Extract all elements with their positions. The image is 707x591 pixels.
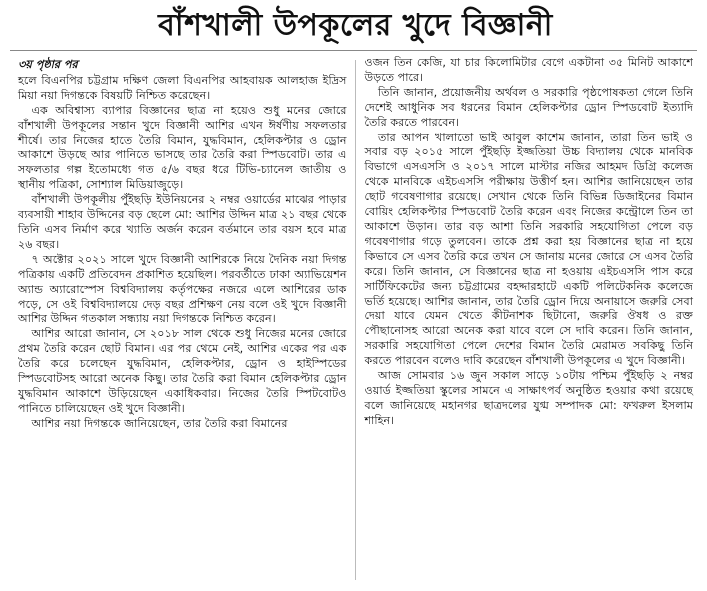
paragraph: এক অবিশ্বাস্য ব্যাপার বিজ্ঞানের ছাত্র না হয়েও শুধু মনের জোরে বাঁশখালী উপকূলের সন্তান খুদে বিজ্ঞানী আশির এখন ঈর্ষণীয় সফলতার শীর্ষে। তার নিজের হাতে তৈরি বিমান, যুদ্ধবিমান, হেলিকপ্টার ও ড্রোন আকাশে উড়ছে আর পানিতে ভাসছে তার তৈরি করা স্পিডবোট। তার এ সফলতার গল্প ইতোমধ্যে গত ৫/৬ বছর ধরে টিভি-চ্যানেল জাতীয় ও স্থানীয় পত্রিকা, সোশ্যাল মিডিয়াজুড়ে। <box>18 103 347 192</box>
paragraph: বাঁশখালী উপকূলীয় পুঁইছড়ি ইউনিয়নের ২ নম্বর ওয়ার্ডের মাঝের পাড়ার ব্যবসায়ী শাহাব উদ্দিনের বড় ছেলে মো: আশির উদ্দিন মাত্র ২১ বছর থেকে তিনি এসব নির্মাণ করে খ্যাতি অর্জন করেন বর্তমানে তার বয়স হবে মাত্র ২৬ বছর। <box>18 193 347 251</box>
continued-from-label: ৩য় পৃষ্ঠার পর <box>18 58 78 71</box>
paragraph: ৭ অক্টোর ২০২১ সালে খুদে বিজ্ঞানী আশিরকে নিয়ে দৈনিক নয়া দিগন্ত পত্রিকায় একটি প্রতিবেদন প্রকাশিত হয়েছিল। পরবর্তীতে ঢাকা অ্যাভিয়েশন অ্যান্ড অ্যারোস্পেস বিশ্ববিদ্যালয় কর্তৃপক্ষের নজরে এলে আশিরের ডাক পড়ে, সে ওই বিশ্ববিদ্যালয়ে দেড় বছর প্রশিক্ষণ নেয় বলে ওই খুদে বিজ্ঞানী আশির উদ্দিন গতকাল সন্ধ্যায় নয়া দিগন্তকে নিশ্চিত করেন। <box>18 252 347 326</box>
headline-rule <box>10 50 697 51</box>
paragraph: আশির আরো জানান, সে ২০১৮ সাল থেকে শুধু নিজের মনের জোরে প্রথম তৈরি করেন ছোট বিমান। এর পর থেমে নেই, আশির একের পর এক তৈরি করে চলেছেন যুদ্ধবিমান, হেলিকপ্টার, ড্রোন ও হাইস্পিডের স্পিডবোটসহ আরো অনেক কিছু। তার তৈরি করা বিমান হেলিকপ্টার ড্রোন যুদ্ধবিমান আকাশে উড়িয়েছেন একাধিকবার। নিজের তৈরি স্পিটবোটও পানিতে চালিয়েছেন ওই খুদে বিজ্ঞানী। <box>18 327 347 415</box>
paragraph: আজ সোমবার ১৬ জুন সকাল সাড়ে ১০টায় পশ্চিম পুঁইছড়ি ২ নম্বর ওয়ার্ড ইজ্জতিয়া স্কুলের সামনে এ সাক্ষাৎপর্ব অনুষ্ঠিত হওয়ার কথা রয়েছে বলে জানিয়েছে মহানগর ছাত্রদলের যুগ্ম সম্পাদক মো: ফখরুল ইসলাম শাহিন। <box>364 369 693 427</box>
paragraph: তার আপন খালাতো ভাই আবুল কাশেম জানান, তারা তিন ভাই ও সবার বড় ২০১৫ সালে পুঁইছড়ি ইজ্জতিয়া উচ্চ বিদ্যালয় থেকে মানবিক বিভাগে এসএসসি ও ২০১৭ সালে মাস্টার নজির আহমদ ডিগ্রি কলেজ থেকে মানবিকে এইচএসসি পরীক্ষায় উত্তীর্ণ হন। আশির জানিয়েছেন তার ছোট গবেষণাগার রয়েছে। সেখান থেকে তিনি বিভিন্ন ডিজাইনের বিমান বোয়িং হেলিকপ্টার স্পিডবোট তৈরি করেন এবং নিজের কন্ট্রোলে তিন তা আকাশে উড়ান। তার বড় আশা তিনি সরকারি সহযোগিতা পেলে বড় গবেষণাগার গড়ে তুলবেন। তাকে প্রশ্ন করা হয় বিজ্ঞানের ছাত্র না হয়ে কিভাবে সে এসব তৈরি করে তখন সে জানায় মনের জোরে সে এসব তৈরি করে। তিনি জানান, সে বিজ্ঞানের ছাত্র না হওয়ায় এইচএসসি পাস করে সার্টিফিকেটের জন্য চট্টগ্রামের বহদ্দারহাটে একটি পলিটেকনিক কলেজে ভর্তি হয়েছে। আশির জানান, তার তৈরি ড্রোন দিয়ে অনায়াসে জরুরি সেবা দেয়া যাবে যেমন খেতে কীটনাশক ছিটানো, জরুরি ঔষধ ও রক্ত পৌছানোসহ আরো অনেক করা যাবে বলে সে দাবি করেন। তিনি জানান, সরকারি সহযোগিতা পেলে দেশের বিমান তৈরি মেরামত সবকিছু তিনি করতে পারবেন বলেও দাবি করেছেন বাঁশখালী উপকূলের এ খুদে বিজ্ঞানী। <box>364 130 693 368</box>
paragraph: তিনি জানান, প্রয়োজনীয় অর্থবল ও সরকারি পৃষ্ঠপোষকতা গেলে তিনি দেশেই আধুনিক সব ধরনের বিমান হেলিকপ্টার ড্রোন স্পিডবোট ইত্যাদি তৈরি করতে পারবেন। <box>364 85 693 129</box>
left-column <box>18 56 347 432</box>
paragraph: হলে বিএনপির চট্টগ্রাম দক্ষিণ জেলা বিএনপির আহবায়ক আলহাজ ইদ্রিস মিয়া নয়া দিগন্তকে বিষয়টি নিশ্চিত করেছেন। <box>18 73 347 102</box>
column-divider <box>355 60 356 580</box>
headline: বাঁশখালী উপকূলের খুদে বিজ্ঞানী <box>158 8 553 43</box>
right-column <box>365 56 694 432</box>
paragraph: আশির নয়া দিগন্তকে জানিয়েছেন, তার তৈরি করা বিমানের <box>31 416 288 430</box>
paragraph: ওজন তিন কেজি, যা চার কিলোমিটার বেগে একটানা ৩৫ মিনিট আকাশে উড়তে পারে। <box>364 56 693 84</box>
